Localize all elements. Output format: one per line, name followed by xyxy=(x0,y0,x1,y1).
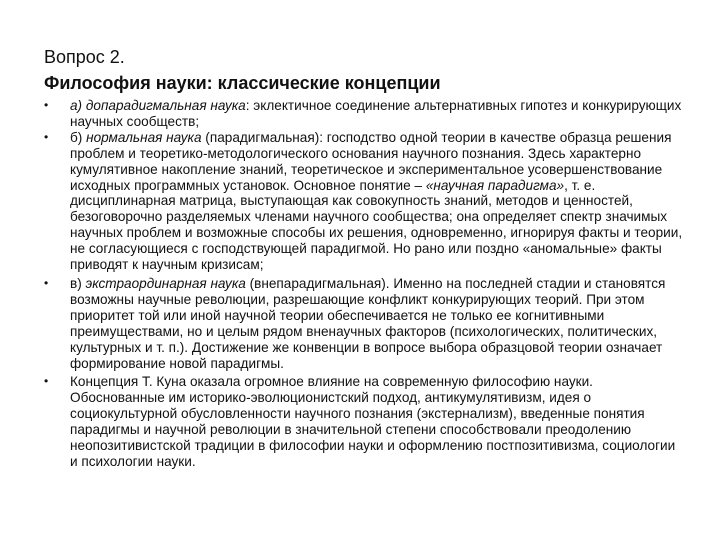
item-prefix: а) xyxy=(70,98,86,113)
list-item-normal-science xyxy=(44,130,684,273)
slide-heading: Философия науки: классические концепции xyxy=(44,73,441,93)
item-text-rest: , т. е. дисциплинарная матрица, выступающая как совокупность знаний, методов и ценностей, безоговорочно разделяемых членами научного сообщества; она определяет спектр значимых научных проблем и возможные способы их решения, одновременно, игнорируя факты и теории, не согласующиеся с господствующей парадигмой. Но рано или поздно «аномальные» факты приводят к научным кризисам; xyxy=(70,177,683,273)
bullet-icon: • xyxy=(44,275,49,290)
slide-title xyxy=(44,44,684,96)
bullet-list xyxy=(44,98,684,470)
bullet-icon: • xyxy=(44,98,49,112)
item-text: (парадигмальная): господство одной теории в качестве образца решения проблем и теоретико-методологического основания научного познания. Здесь характерно кумулятивное накопление знаний, теоретическое и экспериментальное усовершенствование исходных программных установок. Основное понятие – xyxy=(70,129,672,193)
question-number: Вопрос 2. xyxy=(44,47,125,67)
list-item-kuhn-concept xyxy=(44,374,684,469)
list-item-pre-paradigmatic xyxy=(44,98,684,130)
item-text: : эклектичное соединение альтернативных гипотез и конкурирующих научных сообществ; xyxy=(70,98,682,129)
item-term: нормальная наука xyxy=(86,129,202,145)
item-text: (внепарадигмальная). Именно на последней стадии и становятся возможны научные революции, разрешающие конфликт конкурирующих теорий. При этом приоритет той или иной научной теории обеспечивается не только ее когнитивными преимуществами, но и целым рядом вненаучных факторов (психологических, политических, культурных и т. п.). Достижение же конвенции в вопросе выбора образцовой теории означает формирование новой парадигмы. xyxy=(70,275,666,371)
item-prefix: б) xyxy=(70,129,87,145)
slide-content xyxy=(44,98,684,470)
list-item-extraordinary-science xyxy=(44,276,684,371)
item-term: экстраординарная наука xyxy=(85,275,246,291)
item-text: Концепция Т. Куна оказала огромное влияние на современную философию науки. Обоснованные им историко-эволюционистский подход, антикумулятивизм, идея о социокультурной обусловленности научного познания (экстернализм), введенные понятия парадигмы и научной революции в значительной степени способствовали преодолению неопозитивистской традиции в философии науки и оформлению постпозитивизма, социологии и психологии науки. xyxy=(70,374,676,469)
item-prefix: в) xyxy=(70,275,86,291)
item-term: допарадигмальная наука xyxy=(85,98,246,113)
item-concept: «научная парадигма» xyxy=(425,177,565,193)
bullet-icon: • xyxy=(44,374,49,389)
bullet-icon: • xyxy=(44,129,49,144)
